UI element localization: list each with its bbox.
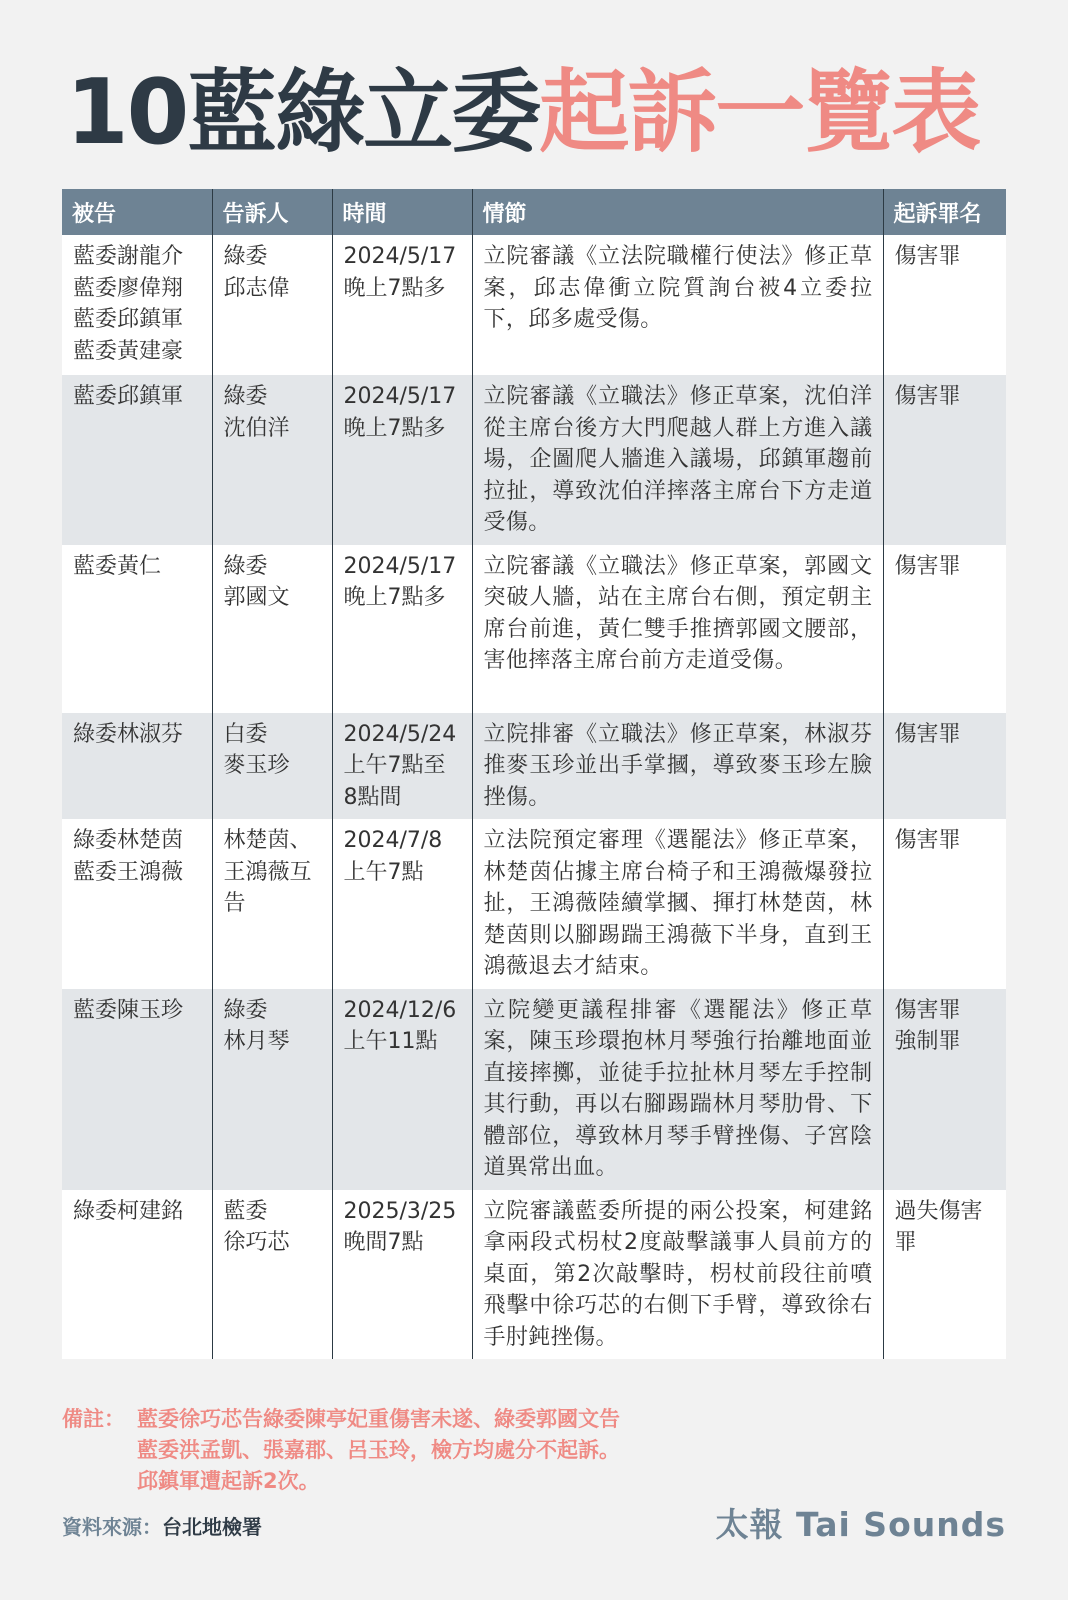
cell-time-line: 8點間 bbox=[343, 784, 402, 810]
cell-charge bbox=[883, 235, 1006, 375]
cell-time-line: 2024/7/8 bbox=[343, 828, 443, 853]
cell-plaintiff bbox=[212, 235, 332, 375]
source-line bbox=[62, 1511, 262, 1540]
cell-defendant-line: 藍委陳玉珍 bbox=[73, 997, 184, 1023]
brand-logo: 太報 Tai Sounds bbox=[715, 1505, 1006, 1544]
cell-plaintiff-line: 林月琴 bbox=[223, 1029, 290, 1054]
cell-defendant-line: 綠委柯建銘 bbox=[73, 1198, 184, 1224]
cell-plaintiff-line: 告 bbox=[223, 891, 246, 916]
table-row bbox=[62, 819, 1006, 989]
cell-detail: 立院變更議程排審《選罷法》修正草案，陳玉珍環抱林月琴強行抬離地面並直接摔擲，並徒手拉扯林月琴左手控制其行動，再以右腳踢踹林月琴肋骨、下體部位，導致林月琴手臂挫傷、子宮陰道異常出血。 bbox=[472, 989, 883, 1190]
table-row bbox=[62, 713, 1006, 820]
cell-plaintiff-line: 綠委 bbox=[223, 553, 268, 579]
cell-charge-line: 傷害罪 bbox=[894, 721, 961, 747]
cell-detail: 立法院預定審理《選罷法》修正草案，林楚茵佔據主席台椅子和王鴻薇爆發拉扯，王鴻薇陸續掌摑、揮打林楚茵，林楚茵則以腳踢踹王鴻薇下半身，直到王鴻薇退去才結束。 bbox=[472, 819, 883, 989]
cell-time-line: 上午7點 bbox=[343, 859, 424, 885]
cell-charge-line: 傷害罪 bbox=[894, 553, 961, 579]
cell-defendant-line: 藍委邱鎮軍 bbox=[73, 307, 184, 332]
cell-time-line: 2024/5/17 bbox=[343, 553, 457, 579]
cell-time-line: 晚上7點多 bbox=[343, 585, 446, 610]
cell-charge-line: 罪 bbox=[894, 1230, 917, 1255]
cell-time bbox=[332, 713, 472, 820]
footnote bbox=[62, 1404, 622, 1497]
cell-plaintiff bbox=[212, 819, 332, 989]
cell-charge-line: 傷害罪 bbox=[894, 244, 961, 269]
cell-plaintiff bbox=[212, 713, 332, 820]
cell-plaintiff-line: 沈伯洋 bbox=[223, 415, 290, 441]
cell-time-line: 2024/12/6 bbox=[343, 997, 457, 1023]
cell-time-line: 上午7點至 bbox=[343, 753, 446, 778]
header-plaintiff: 告訴人 bbox=[212, 189, 332, 235]
cell-time-line: 2025/3/25 bbox=[343, 1198, 457, 1224]
cell-plaintiff-line: 白委 bbox=[223, 721, 268, 747]
cell-charge-line: 過失傷害 bbox=[894, 1198, 983, 1224]
cell-time bbox=[332, 819, 472, 989]
cell-time bbox=[332, 1190, 472, 1360]
cell-defendant-line: 綠委林淑芬 bbox=[73, 721, 184, 747]
footnote-label: 備註： bbox=[62, 1407, 125, 1431]
cell-plaintiff-line: 王鴻薇互 bbox=[223, 859, 312, 885]
cell-plaintiff-line: 邱志偉 bbox=[223, 275, 290, 301]
table-row bbox=[62, 375, 1006, 545]
cell-time-line: 2024/5/17 bbox=[343, 384, 457, 409]
cell-time-line: 晚上7點多 bbox=[343, 275, 446, 301]
cell-time-line: 上午11點 bbox=[343, 1029, 438, 1054]
cell-time bbox=[332, 989, 472, 1190]
cell-detail: 立院審議《立法院職權行使法》修正草案，邱志偉衝立院質詢台被4立委拉下，邱多處受傷。 bbox=[472, 235, 883, 375]
footnote-text: 藍委徐巧芯告綠委陳亭妃重傷害未遂、綠委郭國文告藍委洪孟凱、張嘉郡、呂玉玲，檢方均處分不起訴。邱鎮軍遭起訴2次。 bbox=[137, 1407, 620, 1493]
cell-defendant bbox=[62, 375, 212, 545]
indictment-table bbox=[62, 189, 1006, 1359]
table-row bbox=[62, 989, 1006, 1190]
cell-plaintiff-line: 藍委 bbox=[223, 1198, 268, 1224]
cell-plaintiff bbox=[212, 375, 332, 545]
source-value: 台北地檢署 bbox=[162, 1515, 262, 1539]
table-row bbox=[62, 235, 1006, 375]
cell-detail: 立院審議《立職法》修正草案，郭國文突破人牆，站在主席台右側，預定朝主席台前進，黃仁雙手推擠郭國文腰部，害他摔落主席台前方走道受傷。 bbox=[472, 545, 883, 713]
cell-time bbox=[332, 375, 472, 545]
cell-charge-line: 強制罪 bbox=[894, 1029, 961, 1054]
cell-defendant bbox=[62, 545, 212, 713]
table-row bbox=[62, 545, 1006, 713]
cell-plaintiff-line: 綠委 bbox=[223, 244, 268, 269]
cell-defendant bbox=[62, 819, 212, 989]
cell-time bbox=[332, 235, 472, 375]
cell-charge bbox=[883, 375, 1006, 545]
cell-defendant-line: 藍委王鴻薇 bbox=[73, 859, 184, 885]
cell-charge-line: 傷害罪 bbox=[894, 828, 961, 853]
page-title bbox=[66, 58, 979, 168]
cell-detail: 立院審議藍委所提的兩公投案，柯建銘拿兩段式枴杖2度敲擊議事人員前方的桌面，第2次敲擊時，枴杖前段往前噴飛擊中徐巧芯的右側下手臂，導致徐右手肘鈍挫傷。 bbox=[472, 1190, 883, 1360]
cell-defendant bbox=[62, 989, 212, 1190]
cell-defendant-line: 藍委邱鎮軍 bbox=[73, 384, 184, 409]
cell-plaintiff-line: 徐巧芯 bbox=[223, 1230, 290, 1255]
header-time: 時間 bbox=[332, 189, 472, 235]
cell-charge bbox=[883, 545, 1006, 713]
cell-time bbox=[332, 545, 472, 713]
cell-plaintiff-line: 郭國文 bbox=[223, 585, 290, 610]
cell-defendant-line: 藍委黃仁 bbox=[73, 553, 162, 579]
cell-defendant bbox=[62, 1190, 212, 1360]
cell-defendant-line: 藍委謝龍介 bbox=[73, 244, 184, 269]
cell-charge-line: 傷害罪 bbox=[894, 384, 961, 409]
cell-time-line: 晚間7點 bbox=[343, 1230, 424, 1255]
title-part-1: 10藍綠立委 bbox=[66, 60, 540, 165]
table-body bbox=[62, 235, 1006, 1359]
cell-plaintiff-line: 綠委 bbox=[223, 384, 268, 409]
cell-plaintiff-line: 綠委 bbox=[223, 997, 268, 1023]
cell-detail: 立院審議《立職法》修正草案，沈伯洋從主席台後方大門爬越人群上方進入議場，企圖爬人牆進入議場，邱鎮軍趨前拉扯，導致沈伯洋摔落主席台下方走道受傷。 bbox=[472, 375, 883, 545]
cell-plaintiff bbox=[212, 545, 332, 713]
cell-plaintiff bbox=[212, 1190, 332, 1360]
header-detail: 情節 bbox=[472, 189, 883, 235]
cell-time-line: 晚上7點多 bbox=[343, 415, 446, 441]
table-header-row bbox=[62, 189, 1006, 235]
header-defendant: 被告 bbox=[62, 189, 212, 235]
source-label: 資料來源： bbox=[62, 1515, 162, 1539]
cell-charge bbox=[883, 819, 1006, 989]
cell-defendant bbox=[62, 235, 212, 375]
table-row bbox=[62, 1190, 1006, 1360]
cell-plaintiff-line: 麥玉珍 bbox=[223, 753, 290, 778]
header-charge: 起訴罪名 bbox=[883, 189, 1006, 235]
cell-plaintiff bbox=[212, 989, 332, 1190]
cell-detail: 立院排審《立職法》修正草案，林淑芬推麥玉珍並出手掌摑，導致麥玉珍左臉挫傷。 bbox=[472, 713, 883, 820]
cell-defendant-line: 綠委林楚茵 bbox=[73, 828, 184, 853]
cell-time-line: 2024/5/24 bbox=[343, 721, 457, 747]
cell-charge-line: 傷害罪 bbox=[894, 997, 961, 1023]
cell-defendant bbox=[62, 713, 212, 820]
cell-defendant-line: 藍委廖偉翔 bbox=[73, 275, 184, 301]
cell-defendant-line: 藍委黃建豪 bbox=[73, 338, 184, 364]
title-part-2: 起訴一覽表 bbox=[539, 60, 980, 165]
cell-charge bbox=[883, 713, 1006, 820]
cell-plaintiff-line: 林楚茵、 bbox=[223, 828, 312, 853]
cell-charge bbox=[883, 989, 1006, 1190]
cell-charge bbox=[883, 1190, 1006, 1360]
cell-time-line: 2024/5/17 bbox=[343, 244, 457, 269]
